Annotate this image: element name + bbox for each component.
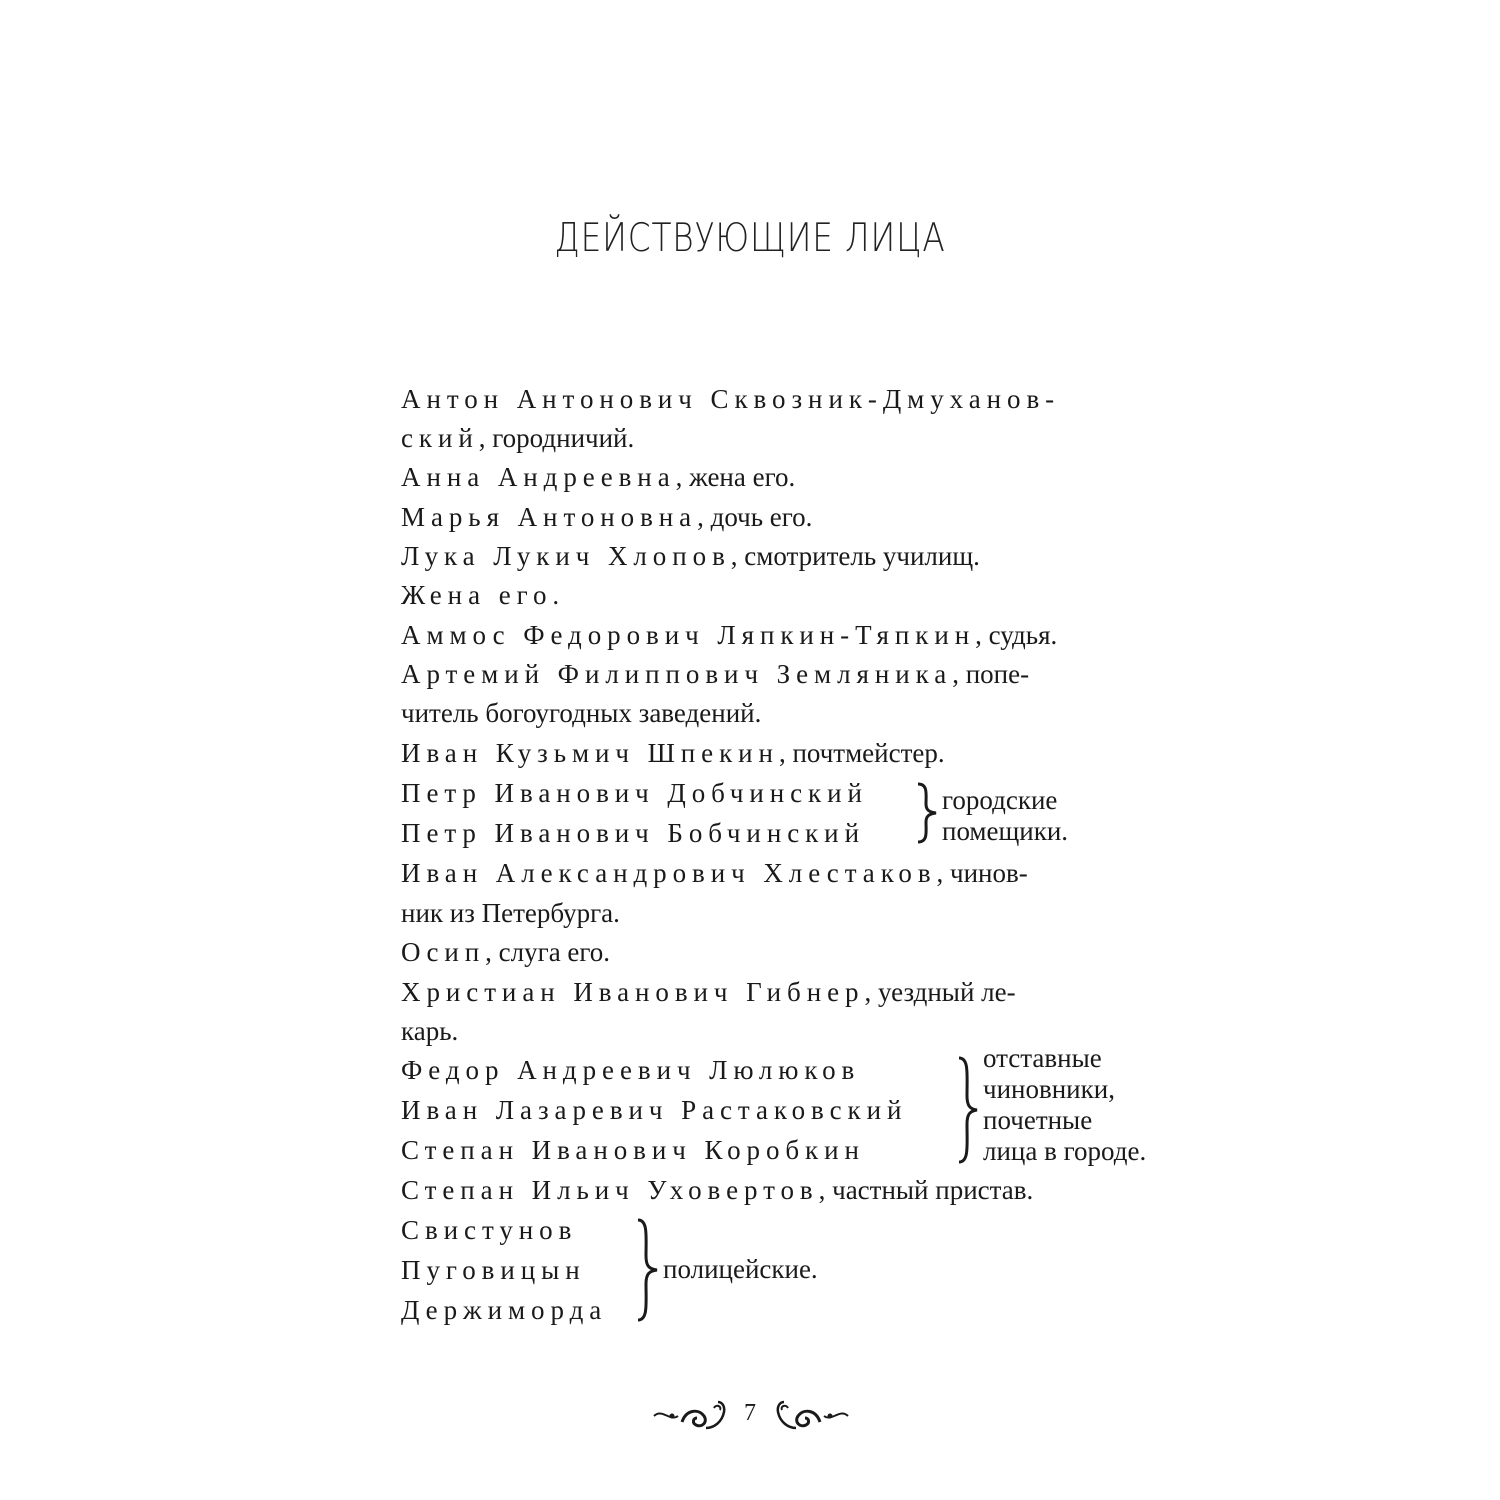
- curly-brace: [914, 782, 940, 844]
- cast-line: [401, 577, 565, 613]
- character-name: Иван Лазаревич Растаковский: [401, 1095, 908, 1125]
- character-role: ник из Петербурга.: [401, 898, 620, 928]
- cast-line: [401, 735, 945, 771]
- cast-line: [401, 1212, 577, 1248]
- group-note-retired-officials: [983, 1043, 1146, 1167]
- character-name: Аммос Федорович Ляпкин-Тяпкин: [401, 620, 976, 650]
- character-role: , уездный ле-: [864, 977, 1016, 1007]
- character-name: Федор Андреевич Люлюков: [401, 1055, 861, 1085]
- character-name: Иван Кузьмич Шпекин: [401, 738, 779, 768]
- character-name: Христиан Иванович Гибнер: [401, 977, 865, 1007]
- character-name: Анна Андреевна: [401, 462, 676, 492]
- character-name: Петр Иванович Бобчинский: [401, 818, 865, 848]
- character-name: Марья Антоновна: [401, 502, 698, 532]
- curly-brace: [955, 1056, 981, 1164]
- cast-line: [401, 1052, 860, 1088]
- cast-line: [401, 695, 761, 731]
- character-name: Степан Иванович Коробкин: [401, 1135, 865, 1165]
- character-name: Осип: [401, 937, 486, 967]
- cast-line: [401, 934, 610, 970]
- character-name: Антон Антонович Сквозник-Дмуханов-: [401, 384, 1061, 414]
- group-note-landowners: [942, 785, 1068, 847]
- cast-line: [401, 420, 634, 456]
- page-number: 7: [744, 1400, 756, 1426]
- group-note-line: чиновники,: [983, 1074, 1115, 1104]
- cast-line: [401, 459, 795, 495]
- cast-line: [401, 1013, 458, 1049]
- cast-line: [401, 895, 620, 931]
- character-role: карь.: [401, 1016, 459, 1046]
- character-role: , частный пристав.: [818, 1175, 1034, 1205]
- cast-line: [401, 855, 1028, 891]
- cast-line: [401, 1092, 907, 1128]
- character-role: , слуга его.: [485, 937, 611, 967]
- group-note-line: почетные: [983, 1105, 1093, 1135]
- character-role: читель богоугодных заведений.: [401, 698, 762, 728]
- cast-line: [401, 1172, 1033, 1208]
- cast-line: [401, 1292, 607, 1328]
- cast-line: [401, 775, 868, 811]
- group-note-line: помещики.: [942, 816, 1069, 846]
- character-name: ский: [401, 423, 479, 453]
- character-role: , судья.: [975, 620, 1058, 650]
- character-role: , почтмейстер.: [778, 738, 945, 768]
- character-name: Пуговицын: [401, 1255, 586, 1285]
- character-name: Лука Лукич Хлопов: [401, 541, 731, 571]
- cast-line: [401, 1132, 865, 1168]
- left-ornament-icon: [652, 1394, 730, 1439]
- character-role: , дочь его.: [697, 502, 813, 532]
- character-name: Свистунов: [401, 1215, 578, 1245]
- cast-line: [401, 499, 812, 535]
- cast-line: [401, 617, 1057, 653]
- character-role: , чинов-: [936, 858, 1028, 888]
- cast-line: [401, 381, 1060, 417]
- curly-brace: [634, 1218, 662, 1322]
- character-role: , жена его.: [675, 462, 796, 492]
- cast-line: [401, 538, 980, 574]
- group-note-line: лица в городе.: [983, 1136, 1147, 1166]
- cast-line: [401, 974, 1016, 1010]
- right-ornament-icon: [772, 1394, 850, 1439]
- cast-line: [401, 815, 865, 851]
- character-name: Жена его.: [401, 580, 566, 610]
- page-title: ДЕЙСТВУЮЩИЕ ЛИЦА: [554, 216, 946, 261]
- cast-line: [401, 656, 1029, 692]
- character-name: Петр Иванович Добчинский: [401, 778, 868, 808]
- group-note-police: [663, 1254, 818, 1285]
- character-role: , городничий.: [478, 423, 635, 453]
- character-name: Держиморда: [401, 1295, 608, 1325]
- character-role: , смотритель училищ.: [730, 541, 980, 571]
- group-note-line: городские: [942, 785, 1058, 815]
- page-footer: [0, 1394, 1500, 1444]
- group-note-line: полицейские.: [663, 1254, 818, 1284]
- character-name: Артемий Филиппович Земляника: [401, 659, 953, 689]
- character-role: , попе-: [952, 659, 1030, 689]
- cast-line: [401, 1252, 586, 1288]
- group-note-line: отставные: [983, 1043, 1102, 1073]
- character-name: Иван Александрович Хлестаков: [401, 858, 937, 888]
- character-name: Степан Ильич Уховертов: [401, 1175, 819, 1205]
